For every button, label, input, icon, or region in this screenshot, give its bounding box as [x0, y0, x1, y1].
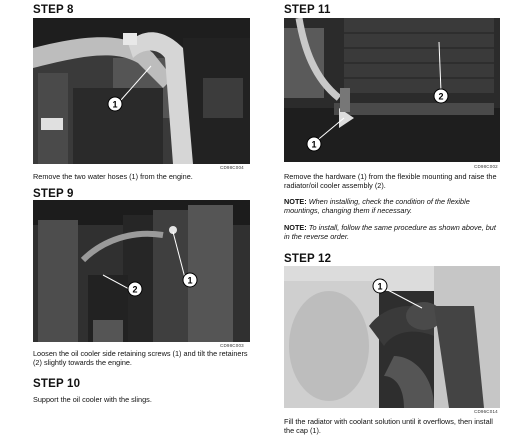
radiator-mount-image — [284, 18, 500, 162]
step-11-text: Remove the hardware (1) from the flexible mounting and raise the radiator/oil cooler assembly (2). — [284, 172, 497, 190]
step-11-photo — [284, 18, 500, 162]
step-8-photo — [33, 18, 250, 164]
step-11-note-2 — [284, 223, 500, 241]
note-text: To install, follow the same procedure as shown above, but in the reverse order. — [284, 223, 496, 241]
step-10-heading: STEP 10 — [33, 378, 81, 390]
step-8-image-code: CD98C004 — [220, 165, 244, 170]
step-8-heading: STEP 8 — [33, 4, 74, 16]
callout-1: 1 — [187, 275, 193, 286]
oil-cooler-image — [33, 200, 250, 342]
step-9-image-code: CD98C003 — [220, 343, 244, 348]
step-12-photo — [284, 266, 500, 408]
note-label: NOTE: — [284, 197, 307, 206]
step-11-note-1 — [284, 197, 500, 215]
step-12-image-code: CD96C014 — [474, 409, 498, 414]
callout-1: 1 — [112, 99, 118, 110]
callout-1: 1 — [377, 281, 383, 292]
step-8-text: Remove the two water hoses (1) from the engine. — [33, 172, 193, 181]
step-11-image-code: CD98C002 — [474, 164, 498, 169]
step-9-text: Loosen the oil cooler side retaining screws (1) and tilt the retainers (2) slightly towards the engine. — [33, 349, 248, 367]
callout-2: 2 — [132, 284, 138, 295]
callout-2: 2 — [438, 91, 444, 102]
radiator-cap-image — [284, 266, 500, 408]
step-10-text: Support the oil cooler with the slings. — [33, 395, 152, 404]
step-11-heading: STEP 11 — [284, 4, 331, 16]
step-12-heading: STEP 12 — [284, 253, 332, 265]
step-12-text: Fill the radiator with coolant solution until it overflows, then install the cap (1). — [284, 417, 493, 435]
engine-hoses-image — [33, 18, 250, 164]
step-9-photo — [33, 200, 250, 342]
note-text: When installing, check the condition of the flexible mountings, changing them if necessary. — [284, 197, 470, 215]
note-label: NOTE: — [284, 223, 307, 232]
step-9-heading: STEP 9 — [33, 188, 74, 200]
callout-1: 1 — [311, 139, 317, 150]
